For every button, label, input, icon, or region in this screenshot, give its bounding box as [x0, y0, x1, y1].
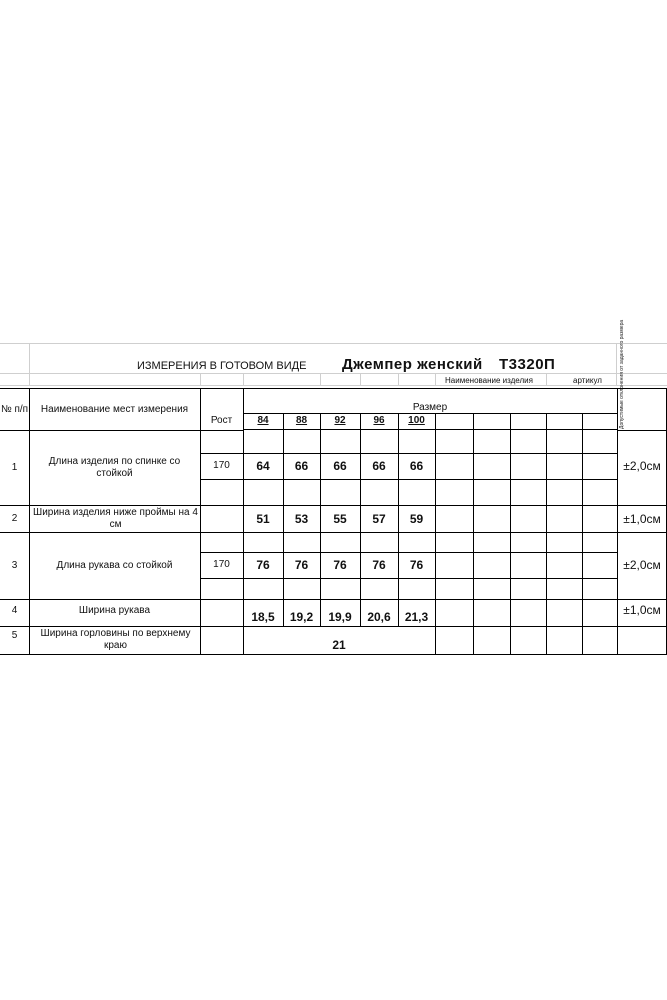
- row-value: 66: [333, 459, 347, 473]
- row-value: 51: [256, 511, 270, 526]
- grid-line: [0, 385, 667, 386]
- row-name: Ширина изделия ниже проймы на 4 см: [33, 506, 198, 530]
- row-number: 4: [11, 605, 18, 616]
- row-height: [200, 599, 243, 626]
- row-number: 2: [11, 512, 18, 524]
- row-value: 66: [409, 459, 424, 473]
- table-border: [546, 413, 547, 654]
- grid-line: [546, 373, 547, 385]
- row-value: 66: [294, 459, 309, 473]
- table-border: [0, 388, 667, 389]
- row-value: 76: [294, 558, 309, 572]
- col-header-number: № п/п: [0, 404, 29, 415]
- tolerance-header: Допустимые отклонения от заданного размера: [619, 319, 625, 429]
- row-tolerance: ±1,0см: [623, 511, 661, 526]
- row-value: 19,2: [289, 609, 314, 624]
- product-name: Джемпер женский: [342, 356, 483, 373]
- table-border: [0, 654, 667, 655]
- row-value: 64: [256, 459, 270, 473]
- row-tolerance: ±1,0см: [623, 603, 661, 617]
- grid-line: [398, 373, 399, 385]
- table-border: [243, 429, 617, 430]
- grid-line: [435, 373, 436, 385]
- article-number: Т3320П: [499, 356, 556, 373]
- table-border: [617, 430, 667, 431]
- col-header-height: Рост: [210, 415, 233, 426]
- size-header-100: 100: [408, 415, 425, 426]
- size-header-84: 84: [257, 415, 269, 426]
- row-merged-value: 21: [332, 637, 346, 652]
- size-header-88: 88: [295, 415, 308, 426]
- table-border: [200, 479, 617, 480]
- col-header-size: Размер: [412, 402, 448, 413]
- row-value: 57: [372, 511, 386, 526]
- measurement-sheet: [0, 319, 667, 658]
- grid-line: [0, 343, 667, 344]
- table-border: [582, 413, 583, 654]
- size-header-96: 96: [373, 415, 385, 426]
- row-tolerance: ±2,0см: [623, 558, 661, 572]
- row-value: 55: [333, 511, 347, 526]
- row-name: Ширина горловины по верхнему краю: [40, 628, 191, 651]
- grid-line: [320, 373, 321, 385]
- grid-line: [616, 343, 617, 385]
- grid-line: [243, 373, 244, 385]
- row-name: Ширина рукава: [78, 605, 151, 616]
- grid-line: [29, 343, 30, 385]
- grid-line: [200, 373, 201, 385]
- table-border: [473, 413, 474, 654]
- row-number: 5: [11, 630, 18, 641]
- grid-line: [0, 373, 667, 374]
- row-value: 76: [409, 558, 424, 572]
- table-border: [435, 413, 436, 654]
- row-value: 21,3: [404, 609, 429, 624]
- table-border: [200, 578, 617, 579]
- table-border: [510, 413, 511, 654]
- row-tolerance: ±2,0см: [623, 459, 661, 473]
- measurements-title: ИЗМЕРЕНИЯ В ГОТОВОМ ВИДЕ: [137, 360, 307, 372]
- row-value: 66: [372, 459, 386, 473]
- row-value: 59: [409, 511, 424, 526]
- row-name: Длина рукава со стойкой: [56, 559, 173, 571]
- row-height: 170: [213, 559, 230, 570]
- product-name-caption: Наименование изделия: [445, 376, 533, 385]
- row-value: 76: [372, 558, 386, 572]
- grid-line: [360, 373, 361, 385]
- row-value: 18,5: [251, 609, 275, 624]
- row-value: 53: [294, 511, 309, 526]
- row-value: 20,6: [367, 609, 391, 624]
- size-header-92: 92: [334, 415, 346, 426]
- row-number: 3: [11, 559, 18, 571]
- row-number: 1: [11, 461, 18, 473]
- row-name: Длина изделия по спинке со стойкой: [48, 455, 181, 479]
- article-caption: артикул: [573, 376, 602, 385]
- row-value: 76: [333, 558, 347, 572]
- col-header-name: Наименование мест измерения: [40, 404, 189, 415]
- row-value: 76: [256, 558, 270, 572]
- row-value: 19,9: [328, 609, 352, 624]
- row-height: [200, 505, 243, 532]
- row-height: 170: [213, 460, 230, 471]
